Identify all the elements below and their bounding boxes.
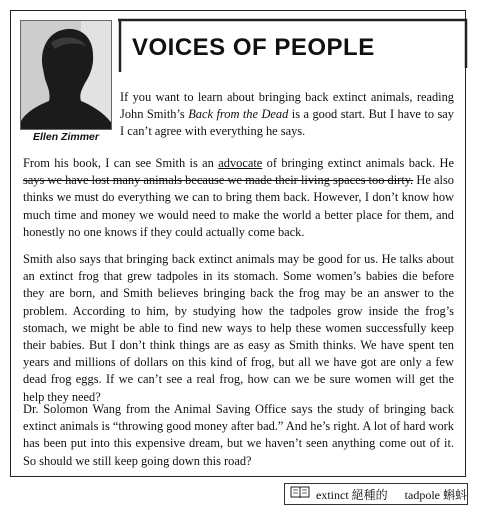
title-banner bbox=[118, 18, 468, 72]
book-title: Back from the Dead bbox=[188, 107, 289, 122]
glossary-box bbox=[284, 483, 468, 505]
intro-text-end: is a good start. But I have to say I can’t agree with everything he says. bbox=[120, 107, 454, 139]
page-title: VOICES OF PEOPLE bbox=[132, 34, 375, 61]
p2-text-d: He also thinks we must do everything we can to bring them back. However, I don’t know how much time and money we would need to make the world a better place for them, and honestly no one knows if they could actually come back. bbox=[23, 173, 454, 239]
paragraph-advocate bbox=[23, 155, 454, 241]
p2-text-a: From his book, I can see Smith is an bbox=[23, 156, 219, 170]
glossary-term-extinct: extinct 絕種的 bbox=[316, 487, 388, 502]
paragraph-wang: Dr. Solomon Wang from the Animal Saving Office says the study of bringing back extinct animals is “throwing good money after bad.” And he’s right. A lot of hard work has been put into this expensive dream, but we haven’t seen anything come out of it. So should we still keep going down this road? bbox=[23, 402, 454, 468]
paragraph-frog: Smith also says that bringing back extinct animals may be good for us. He talks about an extinct frog that grew tadpoles in its stomach. Some women’s babies die before they are born, and Smith believes bringing back the frog may be an answer to the problem. According to him, by studying how the tadpoles grow inside the frog’s stomach, we might be able to find new ways to help these women successfully keep their babies. But I don’t think things are as easy as Smith thinks. We have spent ten years and millions of dollars on this kind of frog, but all we have got are only a few dead frog eggs. If we can’t see a real frog, how can we be sure women will get the help they need? bbox=[23, 252, 454, 404]
book-icon bbox=[290, 485, 310, 503]
author-silhouette bbox=[21, 21, 112, 130]
intro-text: If you want to learn about bringing back extinct animals, reading John Smith’s bbox=[120, 90, 454, 122]
word-advocate: advocate bbox=[218, 156, 263, 170]
author-photo bbox=[20, 20, 112, 130]
glossary-term-tadpole: tadpole 蝌蚪 bbox=[404, 487, 467, 502]
p2-struck-text: says we have lost many animals because we made their living spaces too dirty. bbox=[23, 173, 414, 188]
paragraph-intro bbox=[120, 89, 454, 141]
author-name: Ellen Zimmer bbox=[33, 131, 99, 143]
p2-text-b: of bringing extinct animals back. He bbox=[262, 156, 455, 170]
